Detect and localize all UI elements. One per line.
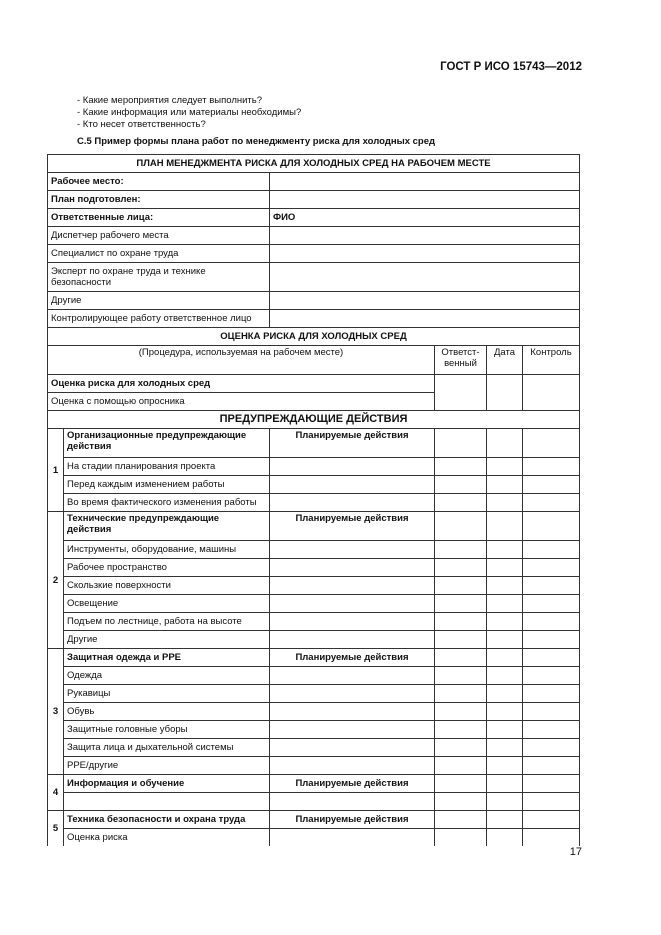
- group-title: Техника безопасности и охрана труда: [64, 811, 270, 829]
- role-field[interactable]: [270, 263, 580, 292]
- group-number: 4: [48, 775, 64, 811]
- cell[interactable]: [523, 649, 580, 667]
- group-title: Организационные предупреждающие действия: [64, 429, 270, 458]
- role-field[interactable]: [270, 245, 580, 263]
- cell[interactable]: [435, 429, 487, 458]
- cell[interactable]: [270, 458, 435, 476]
- cell[interactable]: [270, 757, 435, 775]
- action-item: PPE/другие: [64, 757, 270, 775]
- action-item: Перед каждым изменением работы: [64, 476, 270, 494]
- cell[interactable]: [523, 458, 580, 476]
- cell[interactable]: [523, 541, 580, 559]
- cell[interactable]: [523, 631, 580, 649]
- group-title: Информация и обучение: [64, 775, 270, 793]
- cell[interactable]: [270, 829, 435, 847]
- cell[interactable]: [487, 613, 523, 631]
- action-item: Оценка риска: [64, 829, 270, 847]
- cell[interactable]: [435, 757, 487, 775]
- procedure-header: (Процедура, используемая на рабочем месте): [48, 346, 435, 375]
- cell[interactable]: [270, 559, 435, 577]
- cell[interactable]: [487, 494, 523, 512]
- cell[interactable]: [270, 595, 435, 613]
- cell[interactable]: [523, 829, 580, 847]
- cell[interactable]: [435, 649, 487, 667]
- cell[interactable]: [487, 429, 523, 458]
- cell[interactable]: [270, 476, 435, 494]
- control-cell[interactable]: [523, 375, 580, 411]
- cell[interactable]: [523, 703, 580, 721]
- cell[interactable]: [487, 811, 523, 829]
- questionnaire-label: Оценка с помощью опросника: [48, 393, 435, 411]
- cell[interactable]: [487, 512, 523, 541]
- role-field[interactable]: [270, 227, 580, 245]
- role-label: Эксперт по охране труда и технике безопасности: [48, 263, 270, 292]
- cell[interactable]: [435, 775, 487, 793]
- plan-title: ПЛАН МЕНЕДЖМЕНТА РИСКА ДЛЯ ХОЛОДНЫХ СРЕД НА РАБОЧЕМ МЕСТЕ: [48, 155, 580, 173]
- cold-risk-assessment-label: Оценка риска для холодных сред: [48, 375, 435, 393]
- action-item: Одежда: [64, 667, 270, 685]
- cell[interactable]: [523, 757, 580, 775]
- cell[interactable]: [270, 739, 435, 757]
- cell[interactable]: [435, 494, 487, 512]
- cell[interactable]: [487, 685, 523, 703]
- group-number: 3: [48, 649, 64, 775]
- planned-actions-header: Планируемые действия: [270, 649, 435, 667]
- fio-label: ФИО: [270, 209, 580, 227]
- cell[interactable]: [435, 512, 487, 541]
- action-item: [64, 793, 270, 811]
- cell[interactable]: [523, 429, 580, 458]
- action-item: Освещение: [64, 595, 270, 613]
- preventive-actions-title: ПРЕДУПРЕЖДАЮЩИЕ ДЕЙСТВИЯ: [48, 411, 580, 429]
- cell[interactable]: [435, 613, 487, 631]
- cell[interactable]: [270, 577, 435, 595]
- cell[interactable]: [270, 631, 435, 649]
- action-item: На стадии планирования проекта: [64, 458, 270, 476]
- cell[interactable]: [435, 685, 487, 703]
- cell[interactable]: [487, 775, 523, 793]
- action-item: Подъем по лестнице, работа на высоте: [64, 613, 270, 631]
- cell[interactable]: [487, 667, 523, 685]
- cell[interactable]: [487, 757, 523, 775]
- planned-actions-header: Планируемые действия: [270, 429, 435, 458]
- role-label: Контролирующее работу ответственное лицо: [48, 310, 270, 328]
- responsible-label: Ответственные лица:: [48, 209, 270, 227]
- workplace-field[interactable]: [270, 173, 580, 191]
- cell[interactable]: [435, 458, 487, 476]
- cell[interactable]: [435, 631, 487, 649]
- cell[interactable]: [487, 703, 523, 721]
- cell[interactable]: [523, 577, 580, 595]
- cell[interactable]: [523, 494, 580, 512]
- cell[interactable]: [487, 559, 523, 577]
- cell[interactable]: [270, 793, 435, 811]
- role-field[interactable]: [270, 292, 580, 310]
- standard-header: ГОСТ Р ИСО 15743—2012: [440, 61, 582, 73]
- cell[interactable]: [487, 829, 523, 847]
- action-item: Рабочее пространство: [64, 559, 270, 577]
- cell[interactable]: [487, 458, 523, 476]
- cell[interactable]: [435, 721, 487, 739]
- cell[interactable]: [435, 793, 487, 811]
- cell[interactable]: [270, 613, 435, 631]
- responsible-column-header: Ответст-венный: [435, 346, 487, 375]
- role-label: Специалист по охране труда: [48, 245, 270, 263]
- cell[interactable]: [523, 559, 580, 577]
- date-column-header: Дата: [487, 346, 523, 375]
- cell[interactable]: [435, 595, 487, 613]
- cell[interactable]: [487, 476, 523, 494]
- action-item: Обувь: [64, 703, 270, 721]
- cell[interactable]: [435, 541, 487, 559]
- cell[interactable]: [487, 649, 523, 667]
- cell[interactable]: [270, 685, 435, 703]
- action-item: Во время фактического изменения работы: [64, 494, 270, 512]
- cell[interactable]: [487, 541, 523, 559]
- responsible-cell[interactable]: [435, 375, 487, 411]
- cell[interactable]: [270, 541, 435, 559]
- cell[interactable]: [435, 667, 487, 685]
- group-number: 5: [48, 811, 64, 847]
- group-title: Технические предупреждающие действия: [64, 512, 270, 541]
- cell[interactable]: [435, 577, 487, 595]
- cell[interactable]: [270, 494, 435, 512]
- cell[interactable]: [435, 476, 487, 494]
- page-number: 17: [569, 846, 582, 858]
- action-item: Защитные головные уборы: [64, 721, 270, 739]
- cell[interactable]: [523, 775, 580, 793]
- cell[interactable]: [487, 793, 523, 811]
- cell[interactable]: [270, 703, 435, 721]
- action-item: Инструменты, оборудование, машины: [64, 541, 270, 559]
- cell[interactable]: [523, 811, 580, 829]
- cell[interactable]: [487, 577, 523, 595]
- bullet-item: - Какие информация или материалы необходимы?: [77, 107, 302, 118]
- date-cell[interactable]: [487, 375, 523, 411]
- risk-plan-form: [47, 154, 580, 846]
- workplace-label: Рабочее место:: [48, 173, 270, 191]
- cell[interactable]: [523, 476, 580, 494]
- prepared-field[interactable]: [270, 191, 580, 209]
- cell[interactable]: [523, 512, 580, 541]
- risk-assessment-title: ОЦЕНКА РИСКА ДЛЯ ХОЛОДНЫХ СРЕД: [48, 328, 580, 346]
- planned-actions-header: Планируемые действия: [270, 775, 435, 793]
- action-item: Защита лица и дыхательной системы: [64, 739, 270, 757]
- role-field[interactable]: [270, 310, 580, 328]
- cell[interactable]: [487, 721, 523, 739]
- cell[interactable]: [270, 721, 435, 739]
- bullet-item: - Какие мероприятия следует выполнить?: [77, 95, 262, 106]
- cell[interactable]: [435, 703, 487, 721]
- cell[interactable]: [270, 667, 435, 685]
- planned-actions-header: Планируемые действия: [270, 512, 435, 541]
- cell[interactable]: [435, 829, 487, 847]
- planned-actions-header: Планируемые действия: [270, 811, 435, 829]
- cell[interactable]: [435, 811, 487, 829]
- cell[interactable]: [487, 595, 523, 613]
- action-item: Рукавицы: [64, 685, 270, 703]
- cell[interactable]: [523, 613, 580, 631]
- role-label: Другие: [48, 292, 270, 310]
- cell[interactable]: [523, 595, 580, 613]
- cell[interactable]: [523, 739, 580, 757]
- action-item: Скользкие поверхности: [64, 577, 270, 595]
- section-title: С.5 Пример формы плана работ по менеджменту риска для холодных сред: [77, 136, 436, 147]
- cell[interactable]: [523, 685, 580, 703]
- group-number: 2: [48, 512, 64, 649]
- group-number: 1: [48, 429, 64, 512]
- role-label: Диспетчер рабочего места: [48, 227, 270, 245]
- cell[interactable]: [435, 739, 487, 757]
- action-item: Другие: [64, 631, 270, 649]
- cell[interactable]: [523, 721, 580, 739]
- cell[interactable]: [523, 667, 580, 685]
- cell[interactable]: [435, 559, 487, 577]
- bullet-item: - Кто несет ответственность?: [77, 119, 206, 130]
- cell[interactable]: [523, 793, 580, 811]
- prepared-label: План подготовлен:: [48, 191, 270, 209]
- cell[interactable]: [487, 739, 523, 757]
- control-column-header: Контроль: [523, 346, 580, 375]
- cell[interactable]: [487, 631, 523, 649]
- group-title: Защитная одежда и PPE: [64, 649, 270, 667]
